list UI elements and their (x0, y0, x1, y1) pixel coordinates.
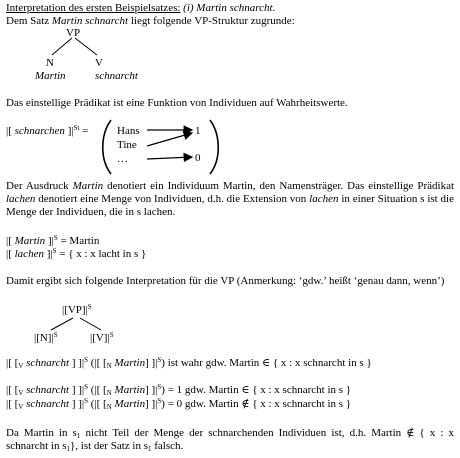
function-word: schnarchen (14, 125, 65, 137)
equation-truth: |[ [$_V$ schnarcht ] ]$|^S$ (|[ [$_N$ Martin] ]$|^S$) ist wahr gdw. Martin ∈ { x : x schnarcht in s } (6, 356, 372, 370)
range-zero: 0 (195, 152, 201, 164)
definition-martin: |[ Martin ]$|^S$ = Martin (6, 234, 100, 247)
tree1-right-node: V (95, 57, 103, 69)
definition-lachen: |[ lachen ]$|^S$ = { x : x lacht in s } (6, 247, 147, 260)
equals-sign: = (82, 125, 89, 137)
conclusion-paragraph: Da Martin in $s_1$ nicht Teil der Menge der schnarchenden Individuen ist, d.h. Martin ∉ { x : x schnarcht in $s_1$}, ist der Satz in $s_1$ falsch. (6, 427, 455, 453)
tree2-left-node: $|[N]|^S$ (34, 331, 58, 344)
right-bracket: ]| (67, 125, 74, 137)
intro-prefix: Dem Satz (6, 15, 50, 27)
paragraph-denotation: Der Ausdruck Martin denotiert ein Individuum Martin, den Namensträger. Das einstellige Prädikat lachen denotiert eine Menge von Individuen, d.h. die Extension von lachen in einer Situation s ist die Menge der Individuen, die in s lachen. (6, 180, 455, 218)
tree2-root: $|[VP]|^S$ (62, 303, 92, 316)
tree1-right-word: schnarcht (95, 70, 138, 82)
tree2-right-node: $|[V]|^S$ (90, 331, 114, 344)
left-bracket: |[ (6, 125, 12, 137)
tree1-left-word: Martin (35, 70, 66, 82)
domain-tine: Tine (117, 139, 137, 151)
domain-hans: Hans (117, 125, 140, 137)
section-heading: Interpretation des ersten Beispielsatzes: (6, 2, 181, 14)
function-superscript: St (73, 124, 80, 132)
domain-ellipsis: … (117, 153, 128, 165)
tree1-left-node: N (46, 57, 54, 69)
intro-sentence: Martin schnarcht (51, 15, 129, 27)
equation-value-one: |[ [$_V$ schnarcht ] ]$|^S$ (|[ [$_N$ Martin] ]$|^S) = 1$ gdw. Martin ∈ { x : x schnarcht in s } (6, 383, 352, 397)
predicate-text: Das einstellige Prädikat ist eine Funktion von Individuen auf Wahrheitswerte. (6, 97, 348, 109)
paragraph-vp-interpretation: Damit ergibt sich folgende Interpretation für die VP (Anmerkung: ‘gdw.’ heißt ‘genau dann, wenn’) (6, 275, 445, 287)
range-one: 1 (195, 125, 201, 137)
tree1-root: VP (66, 27, 81, 39)
intro-suffix: liegt folgende VP-Struktur zugrunde: (130, 15, 295, 27)
example-sentence: (i) Martin schnarcht. (183, 2, 276, 14)
equation-value-zero: |[ [$_V$ schnarcht ] ]$|^S$ (|[ [$_N$ Martin] ]$|^S) = 0$ gdw. Martin ∉ { x : x schnarcht in s } (6, 397, 352, 411)
